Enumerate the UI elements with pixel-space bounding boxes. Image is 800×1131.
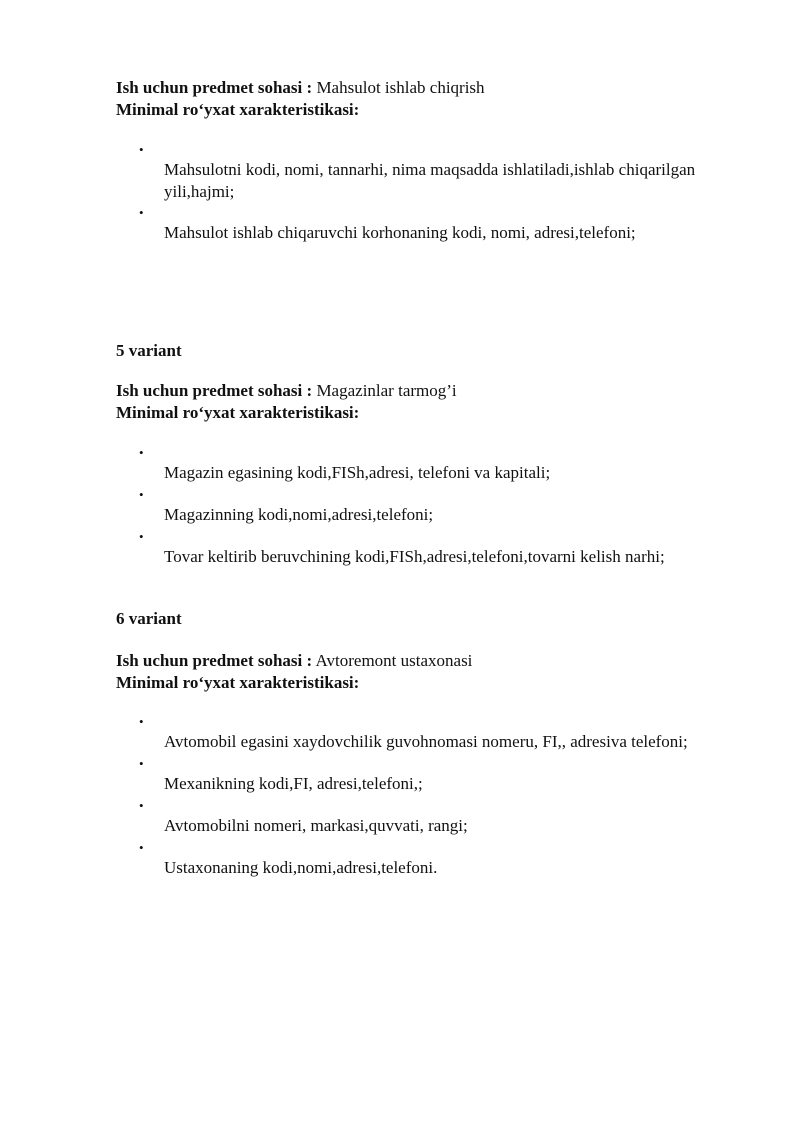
bullet-icon: • [139, 840, 144, 855]
subject-value: Magazinlar tarmog’i [316, 381, 457, 400]
list-item: Avtomobilni nomeri, markasi,quvvati, rangi; [164, 816, 468, 835]
subject-line [116, 77, 485, 99]
subject-label: Ish uchun predmet sohasi : [116, 651, 313, 670]
bullet-icon: • [139, 798, 144, 813]
list-item: Mahsulotni kodi, nomi, tannarhi, nima maqsadda ishlatiladi,ishlab chiqarilgan yili,hajmi; [164, 160, 696, 201]
subject-value: Avtoremont ustaxonasi [315, 651, 473, 670]
list-item: Magazinning kodi,nomi,adresi,telefoni; [164, 505, 434, 524]
list-item: Mexanikning kodi,FI, adresi,telefoni,; [164, 774, 423, 793]
bullet-icon: • [139, 142, 144, 157]
list-item: Mahsulot ishlab chiqaruvchi korhonaning kodi, nomi, adresi,telefoni; [164, 223, 636, 242]
minimal-label: Minimal ro‘yxat xarakteristikasi: [116, 100, 360, 119]
minimal-label: Minimal ro‘yxat xarakteristikasi: [116, 673, 360, 692]
bullet-icon: • [139, 714, 144, 729]
bullet-icon: • [139, 487, 144, 502]
section-heading: 5 variant [116, 341, 182, 360]
bullet-icon: • [139, 529, 144, 544]
list-item: Tovar keltirib beruvchining kodi,FISh,adresi,telefoni,tovarni kelish narhi; [164, 547, 665, 566]
list-item: Ustaxonaning kodi,nomi,adresi,telefoni. [164, 858, 438, 877]
subject-line [116, 380, 457, 402]
subject-line [116, 650, 472, 672]
bullet-icon: • [139, 205, 144, 220]
bullet-icon: • [139, 756, 144, 771]
subject-value: Mahsulot ishlab chiqrish [316, 78, 485, 97]
subject-label: Ish uchun predmet sohasi : [116, 381, 313, 400]
subject-label: Ish uchun predmet sohasi : [116, 78, 313, 97]
section-heading: 6 variant [116, 609, 182, 628]
list-item: Magazin egasining kodi,FISh,adresi, telefoni va kapitali; [164, 463, 551, 482]
minimal-label: Minimal ro‘yxat xarakteristikasi: [116, 403, 360, 422]
bullet-icon: • [139, 445, 144, 460]
list-item: Avtomobil egasini xaydovchilik guvohnomasi nomeru, FI,, adresiva telefoni; [164, 732, 688, 751]
